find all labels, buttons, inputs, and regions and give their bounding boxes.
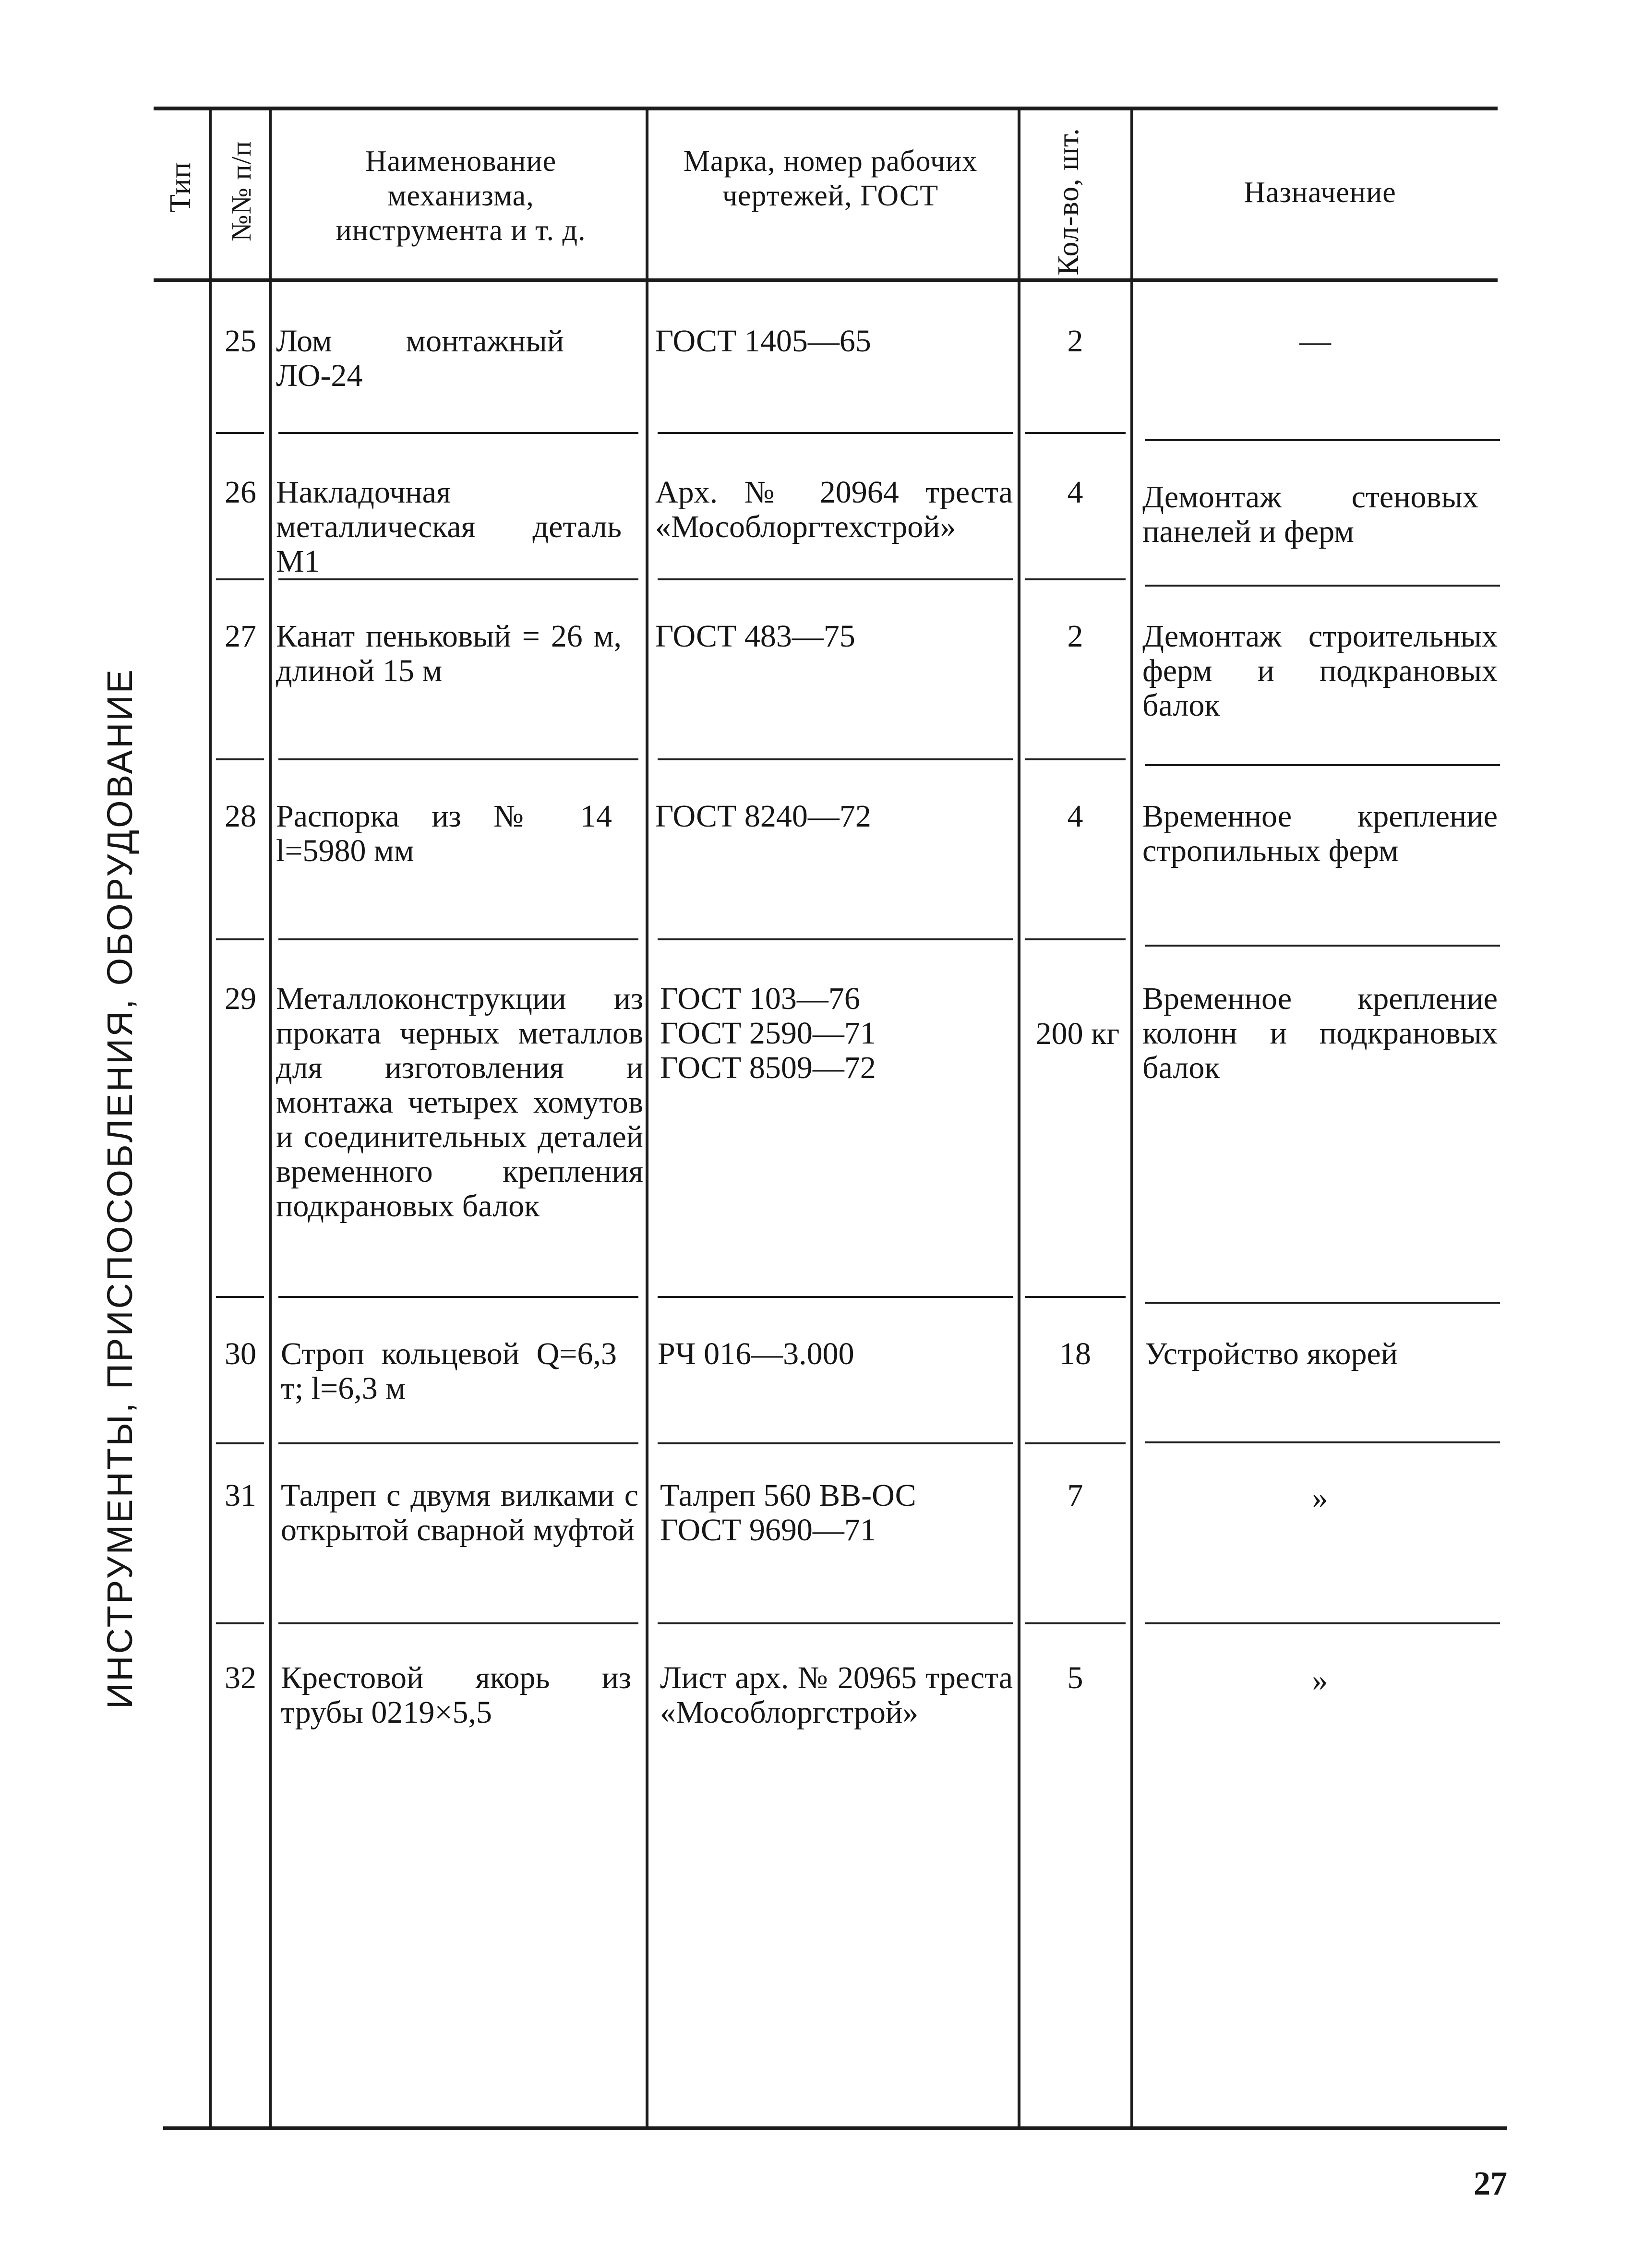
header-name: Наименование механизма, инструмента и т. д. xyxy=(336,145,586,247)
row-30-name: Строп кольцевой Q=6,3 т; l=6,3 м xyxy=(281,1336,617,1406)
section-label: ИНСТРУМЕНТЫ, ПРИСПОСОБЛЕНИЯ, ОБОРУДОВАНИЕ xyxy=(100,668,140,1709)
row-25-mark: ГОСТ 1405—65 xyxy=(655,324,871,359)
row-separator xyxy=(278,1622,638,1624)
row-32-mark: Лист арх. № 20965 треста «Мособлоргстрой» xyxy=(660,1660,1013,1730)
row-26-qty: 4 xyxy=(1067,475,1083,510)
page-number: 27 xyxy=(1474,2165,1507,2202)
row-separator xyxy=(216,1622,264,1624)
row-separator xyxy=(1145,1441,1500,1443)
row-31-qty: 7 xyxy=(1067,1478,1083,1513)
row-separator xyxy=(658,1296,1013,1298)
row-27-num: 27 xyxy=(225,619,256,654)
row-separator xyxy=(278,1442,638,1444)
row-separator xyxy=(216,1442,264,1444)
row-26-num: 26 xyxy=(225,475,256,510)
row-separator xyxy=(1145,585,1500,587)
row-separator xyxy=(1025,758,1126,760)
row-30-mark: РЧ 016—3.000 xyxy=(658,1336,854,1371)
row-25-qty: 2 xyxy=(1067,324,1083,359)
row-separator xyxy=(216,578,264,580)
row-separator xyxy=(1025,1622,1126,1624)
row-separator xyxy=(658,432,1013,434)
row-28-mark: ГОСТ 8240—72 xyxy=(655,799,871,834)
bottom-rule xyxy=(163,2126,1507,2130)
row-30-qty: 18 xyxy=(1059,1336,1091,1371)
row-separator xyxy=(1145,439,1500,441)
row-31-purpose: » xyxy=(1312,1480,1328,1515)
row-separator xyxy=(658,758,1013,760)
row-separator xyxy=(1025,578,1126,580)
row-separator xyxy=(658,1622,1013,1624)
row-26-mark: Арх. № 20964 треста «Мособлоргтехстрой» xyxy=(655,475,1013,544)
row-31-num: 31 xyxy=(225,1478,256,1513)
row-25-name: Лом монтажный ЛО-24 xyxy=(276,324,564,393)
row-30-num: 30 xyxy=(225,1336,256,1371)
row-separator xyxy=(278,1296,638,1298)
row-25-num: 25 xyxy=(225,324,256,359)
row-separator xyxy=(658,578,1013,580)
col-rule-num xyxy=(269,110,272,2126)
header-num: №№ п/п xyxy=(226,141,257,241)
row-30-purpose: Устройство якорей xyxy=(1145,1336,1398,1371)
row-separator xyxy=(216,938,264,940)
row-32-purpose: » xyxy=(1312,1663,1328,1698)
row-27-mark: ГОСТ 483—75 xyxy=(655,619,855,654)
header-mark: Марка, номер рабочих чертежей, ГОСТ xyxy=(683,145,978,212)
row-separator xyxy=(1025,432,1126,434)
row-separator xyxy=(1145,945,1500,947)
row-32-name: Крестовой якорь из трубы 0219×5,5 xyxy=(281,1660,631,1730)
row-separator xyxy=(1145,1622,1500,1624)
row-25-purpose: — xyxy=(1299,324,1331,359)
col-rule-name xyxy=(646,110,648,2126)
row-31-mark: Талреп 560 ВВ-ОС ГОСТ 9690—71 xyxy=(660,1478,916,1548)
col-rule-mark xyxy=(1018,110,1020,2126)
row-separator xyxy=(1025,1442,1126,1444)
row-26-purpose: Демонтаж стеновых панелей и ферм xyxy=(1142,480,1478,549)
row-29-purpose: Временное крепление колонн и подкрановых балок xyxy=(1142,981,1498,1085)
row-separator xyxy=(1145,764,1500,766)
header-purpose: Назначение xyxy=(1244,176,1396,209)
row-separator xyxy=(658,1442,1013,1444)
header-type: Тип xyxy=(164,162,197,213)
row-27-purpose: Демонтаж строительных ферм и подкрановых балок xyxy=(1142,619,1498,723)
row-separator xyxy=(216,758,264,760)
row-separator xyxy=(278,432,638,434)
row-28-purpose: Временное крепление стропильных ферм xyxy=(1142,799,1498,868)
row-separator xyxy=(278,938,638,940)
row-29-name: Металлоконструкции из проката черных металлов для изготовления и монтажа четырех хомутов и соединительных деталей временного крепления подкрановых балок xyxy=(276,981,643,1224)
row-separator xyxy=(1025,938,1126,940)
row-28-qty: 4 xyxy=(1067,799,1083,834)
row-27-name: Канат пеньковый = 26 м, длиной 15 м xyxy=(276,619,622,688)
col-rule-type xyxy=(209,110,212,2126)
row-31-name: Талреп с двумя вилками с открытой сварной муфтой xyxy=(281,1478,638,1548)
row-separator xyxy=(1025,1296,1126,1298)
row-28-num: 28 xyxy=(225,799,256,834)
row-separator xyxy=(216,1296,264,1298)
row-separator xyxy=(1145,1302,1500,1304)
row-32-num: 32 xyxy=(225,1660,256,1695)
row-separator xyxy=(216,432,264,434)
header-qty: Кол-во, шт. xyxy=(1052,128,1085,276)
row-29-mark: ГОСТ 103—76 ГОСТ 2590—71 ГОСТ 8509—72 xyxy=(660,981,876,1085)
header-bottom-rule xyxy=(154,278,1498,282)
row-29-qty: 200 кг xyxy=(1035,1016,1120,1051)
row-28-name: Распорка из № 14 l=5980 мм xyxy=(276,799,612,868)
row-27-qty: 2 xyxy=(1067,619,1083,654)
top-rule xyxy=(154,107,1498,110)
row-separator xyxy=(658,938,1013,940)
row-32-qty: 5 xyxy=(1067,1660,1083,1695)
col-rule-qty xyxy=(1130,110,1133,2126)
row-separator xyxy=(278,758,638,760)
row-29-num: 29 xyxy=(225,981,256,1016)
row-26-name: Накладочная металлическая деталь М1 xyxy=(276,475,622,579)
